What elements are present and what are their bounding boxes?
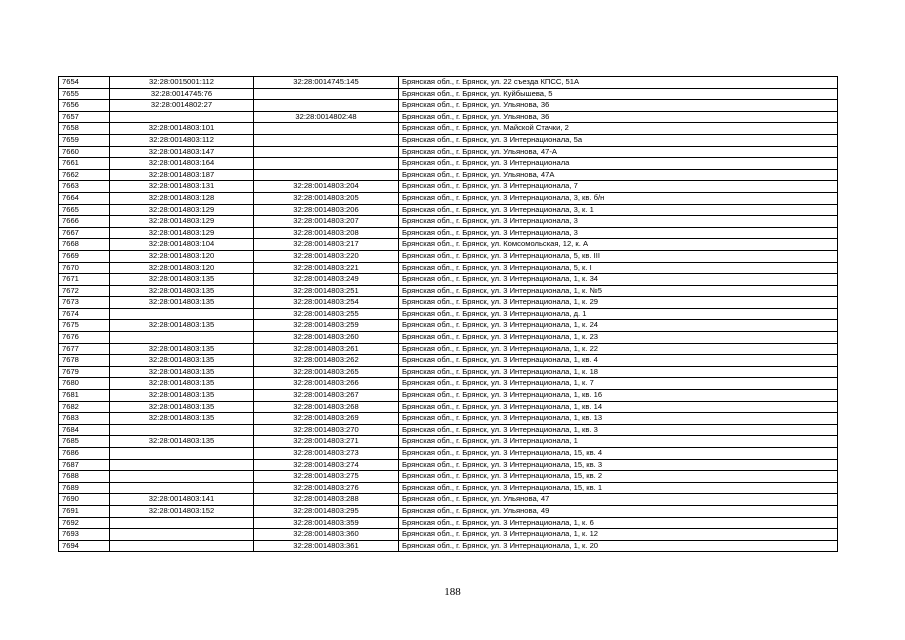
related-cadastral-number-cell: 32:28:0014803:288 [254,494,399,506]
cadastral-number-cell: 32:28:0014803:104 [110,239,254,251]
table-row [59,355,838,367]
row-number-cell: 7667 [59,227,110,239]
table-row [59,482,838,494]
related-cadastral-number-cell: 32:28:0014803:217 [254,239,399,251]
table-row [59,378,838,390]
address-cell: Брянская обл., г. Брянск, ул. 3 Интернационала, 1, к. 22 [399,343,838,355]
related-cadastral-number-cell: 32:28:0014803:274 [254,459,399,471]
table-row [59,239,838,251]
cadastral-number-cell [110,448,254,460]
address-cell: Брянская обл., г. Брянск, ул. 3 Интернационала [399,158,838,170]
row-number-cell: 7674 [59,308,110,320]
table-row [59,401,838,413]
row-number-cell: 7694 [59,540,110,552]
related-cadastral-number-cell [254,158,399,170]
row-number-cell: 7688 [59,471,110,483]
row-number-cell: 7677 [59,343,110,355]
row-number-cell: 7670 [59,262,110,274]
address-cell: Брянская обл., г. Брянск, ул. Ульянова, 49 [399,505,838,517]
table-row [59,448,838,460]
table-row [59,181,838,193]
address-cell: Брянская обл., г. Брянск, ул. 3 Интернационала, 5, к. I [399,262,838,274]
table-row [59,366,838,378]
row-number-cell: 7689 [59,482,110,494]
row-number-cell: 7659 [59,134,110,146]
row-number-cell: 7686 [59,448,110,460]
row-number-cell: 7669 [59,250,110,262]
address-cell: Брянская обл., г. Брянск, ул. Ульянова, 47-А [399,146,838,158]
address-cell: Брянская обл., г. Брянск, ул. Куйбышева, 5 [399,88,838,100]
address-cell: Брянская обл., г. Брянск, ул. 3 Интернационала, д. 1 [399,308,838,320]
row-number-cell: 7666 [59,216,110,228]
row-number-cell: 7678 [59,355,110,367]
related-cadastral-number-cell: 32:28:0014803:359 [254,517,399,529]
address-cell: Брянская обл., г. Брянск, ул. 3 Интернационала, 15, кв. 1 [399,482,838,494]
cadastral-number-cell: 32:28:0014803:164 [110,158,254,170]
address-cell: Брянская обл., г. Брянск, ул. 3 Интернационала, 3, к. 1 [399,204,838,216]
related-cadastral-number-cell: 32:28:0014803:270 [254,424,399,436]
address-cell: Брянская обл., г. Брянск, ул. 3 Интернационала, 15, кв. 2 [399,471,838,483]
row-number-cell: 7685 [59,436,110,448]
table-row [59,111,838,123]
cadastral-number-cell: 32:28:0014803:135 [110,378,254,390]
related-cadastral-number-cell [254,88,399,100]
row-number-cell: 7683 [59,413,110,425]
related-cadastral-number-cell: 32:28:0014803:254 [254,297,399,309]
cadastral-number-cell: 32:28:0014803:120 [110,250,254,262]
cadastral-number-cell [110,482,254,494]
related-cadastral-number-cell: 32:28:0014803:206 [254,204,399,216]
related-cadastral-number-cell: 32:28:0014803:266 [254,378,399,390]
table-row [59,274,838,286]
related-cadastral-number-cell: 32:28:0014803:295 [254,505,399,517]
cadastral-number-cell: 32:28:0014803:135 [110,366,254,378]
row-number-cell: 7665 [59,204,110,216]
row-number-cell: 7693 [59,529,110,541]
cadastral-number-cell: 32:28:0014803:141 [110,494,254,506]
address-cell: Брянская обл., г. Брянск, ул. 3 Интернационала, 1, к. №5 [399,285,838,297]
table-row [59,146,838,158]
related-cadastral-number-cell: 32:28:0014803:265 [254,366,399,378]
address-cell: Брянская обл., г. Брянск, ул. 3 Интернационала, 1, кв. 14 [399,401,838,413]
related-cadastral-number-cell: 32:28:0014803:360 [254,529,399,541]
cadastral-number-cell [110,332,254,344]
table-row [59,285,838,297]
address-cell: Брянская обл., г. Брянск, ул. Ульянова, 47 [399,494,838,506]
cadastral-number-cell: 32:28:0014803:135 [110,343,254,355]
table-row [59,494,838,506]
related-cadastral-number-cell: 32:28:0014803:221 [254,262,399,274]
address-cell: Брянская обл., г. Брянск, ул. 3 Интернационала, 1, к. 29 [399,297,838,309]
table-row [59,308,838,320]
cadastral-number-cell [110,540,254,552]
table-row [59,204,838,216]
row-number-cell: 7680 [59,378,110,390]
row-number-cell: 7660 [59,146,110,158]
address-cell: Брянская обл., г. Брянск, ул. 3 Интернационала, 1, кв. 13 [399,413,838,425]
table-row [59,134,838,146]
row-number-cell: 7671 [59,274,110,286]
cadastral-number-cell: 32:28:0014802:27 [110,100,254,112]
address-cell: Брянская обл., г. Брянск, ул. 3 Интернационала, 1, к. 20 [399,540,838,552]
cadastral-number-cell: 32:28:0014803:129 [110,216,254,228]
row-number-cell: 7675 [59,320,110,332]
table-row [59,262,838,274]
cadastral-number-cell: 32:28:0014803:129 [110,227,254,239]
related-cadastral-number-cell [254,169,399,181]
row-number-cell: 7679 [59,366,110,378]
row-number-cell: 7681 [59,390,110,402]
row-number-cell: 7654 [59,77,110,89]
row-number-cell: 7656 [59,100,110,112]
related-cadastral-number-cell: 32:28:0014803:259 [254,320,399,332]
address-cell: Брянская обл., г. Брянск, ул. 3 Интернационала, 1, к. 12 [399,529,838,541]
address-cell: Брянская обл., г. Брянск, ул. 3 Интернационала, 1, кв. 4 [399,355,838,367]
cadastral-number-cell: 32:28:0014803:147 [110,146,254,158]
cadastral-number-cell: 32:28:0014745:76 [110,88,254,100]
address-cell: Брянская обл., г. Брянск, ул. 3 Интернационала, 3, кв. б/н [399,192,838,204]
related-cadastral-number-cell: 32:28:0014803:267 [254,390,399,402]
row-number-cell: 7663 [59,181,110,193]
cadastral-number-cell: 32:28:0014803:135 [110,436,254,448]
cadastral-number-cell [110,459,254,471]
table-row [59,505,838,517]
table-row [59,424,838,436]
table-row [59,158,838,170]
cadastral-number-cell: 32:28:0014803:128 [110,192,254,204]
row-number-cell: 7657 [59,111,110,123]
address-cell: Брянская обл., г. Брянск, ул. Ульянова, 36 [399,111,838,123]
related-cadastral-number-cell: 32:28:0014802:48 [254,111,399,123]
table-row [59,332,838,344]
cadastral-number-cell [110,517,254,529]
address-cell: Брянская обл., г. Брянск, ул. 3 Интернационала, 15, кв. 4 [399,448,838,460]
related-cadastral-number-cell: 32:28:0014745:145 [254,77,399,89]
related-cadastral-number-cell [254,123,399,135]
related-cadastral-number-cell: 32:28:0014803:249 [254,274,399,286]
table-row [59,250,838,262]
row-number-cell: 7682 [59,401,110,413]
related-cadastral-number-cell: 32:28:0014803:255 [254,308,399,320]
address-cell: Брянская обл., г. Брянск, ул. Комсомольская, 12, к. А [399,239,838,251]
cadastral-number-cell: 32:28:0014803:135 [110,355,254,367]
related-cadastral-number-cell: 32:28:0014803:251 [254,285,399,297]
related-cadastral-number-cell: 32:28:0014803:271 [254,436,399,448]
address-cell: Брянская обл., г. Брянск, ул. 3 Интернационала, 1, к. 18 [399,366,838,378]
related-cadastral-number-cell: 32:28:0014803:220 [254,250,399,262]
table-row [59,540,838,552]
related-cadastral-number-cell: 32:28:0014803:269 [254,413,399,425]
related-cadastral-number-cell [254,100,399,112]
cadastral-number-cell: 32:28:0014803:135 [110,401,254,413]
cadastral-number-cell [110,111,254,123]
address-cell: Брянская обл., г. Брянск, ул. Ульянова, 47А [399,169,838,181]
row-number-cell: 7658 [59,123,110,135]
table-row [59,390,838,402]
table-row [59,297,838,309]
address-cell: Брянская обл., г. Брянск, ул. 3 Интернационала, 1, кв. 16 [399,390,838,402]
address-cell: Брянская обл., г. Брянск, ул. 3 Интернационала, 3 [399,227,838,239]
cadastral-number-cell [110,308,254,320]
cadastral-number-cell: 32:28:0014803:112 [110,134,254,146]
address-cell: Брянская обл., г. Брянск, ул. 3 Интернационала, 1, к. 23 [399,332,838,344]
cadastral-number-cell: 32:28:0015001:112 [110,77,254,89]
row-number-cell: 7690 [59,494,110,506]
address-cell: Брянская обл., г. Брянск, ул. 3 Интернационала, 5а [399,134,838,146]
related-cadastral-number-cell: 32:28:0014803:205 [254,192,399,204]
address-cell: Брянская обл., г. Брянск, ул. 3 Интернационала, 1, кв. 3 [399,424,838,436]
table-row [59,343,838,355]
cadastral-number-cell: 32:28:0014803:152 [110,505,254,517]
table-row [59,436,838,448]
related-cadastral-number-cell: 32:28:0014803:208 [254,227,399,239]
address-cell: Брянская обл., г. Брянск, ул. 3 Интернационала, 7 [399,181,838,193]
cadastral-number-cell [110,529,254,541]
row-number-cell: 7655 [59,88,110,100]
address-cell: Брянская обл., г. Брянск, ул. 3 Интернационала, 5, кв. III [399,250,838,262]
row-number-cell: 7687 [59,459,110,471]
row-number-cell: 7661 [59,158,110,170]
cadastral-number-cell: 32:28:0014803:135 [110,297,254,309]
row-number-cell: 7664 [59,192,110,204]
cadastral-number-cell: 32:28:0014803:131 [110,181,254,193]
table-row [59,169,838,181]
table-row [59,471,838,483]
cadastral-number-cell: 32:28:0014803:135 [110,285,254,297]
table-row [59,413,838,425]
cadastral-number-cell: 32:28:0014803:135 [110,390,254,402]
address-cell: Брянская обл., г. Брянск, ул. 3 Интернационала, 3 [399,216,838,228]
table-row [59,529,838,541]
related-cadastral-number-cell: 32:28:0014803:276 [254,482,399,494]
row-number-cell: 7676 [59,332,110,344]
related-cadastral-number-cell [254,134,399,146]
related-cadastral-number-cell [254,146,399,158]
related-cadastral-number-cell: 32:28:0014803:268 [254,401,399,413]
row-number-cell: 7668 [59,239,110,251]
row-number-cell: 7684 [59,424,110,436]
related-cadastral-number-cell: 32:28:0014803:275 [254,471,399,483]
address-cell: Брянская обл., г. Брянск, ул. 22 съезда КПСС, 51А [399,77,838,89]
address-cell: Брянская обл., г. Брянск, ул. Майской Стачки, 2 [399,123,838,135]
table-row [59,216,838,228]
related-cadastral-number-cell: 32:28:0014803:273 [254,448,399,460]
table-row [59,192,838,204]
table-row [59,88,838,100]
related-cadastral-number-cell: 32:28:0014803:262 [254,355,399,367]
table-row [59,459,838,471]
address-cell: Брянская обл., г. Брянск, ул. 3 Интернационала, 1, к. 34 [399,274,838,286]
table-row [59,100,838,112]
cadastral-number-cell: 32:28:0014803:187 [110,169,254,181]
cadastral-number-cell [110,471,254,483]
address-cell: Брянская обл., г. Брянск, ул. 3 Интернационала, 1 [399,436,838,448]
row-number-cell: 7662 [59,169,110,181]
cadastral-number-cell: 32:28:0014803:129 [110,204,254,216]
address-cell: Брянская обл., г. Брянск, ул. 3 Интернационала, 1, к. 24 [399,320,838,332]
related-cadastral-number-cell: 32:28:0014803:261 [254,343,399,355]
related-cadastral-number-cell: 32:28:0014803:260 [254,332,399,344]
table-row [59,123,838,135]
row-number-cell: 7692 [59,517,110,529]
page-number: 188 [444,586,461,598]
cadastral-number-cell: 32:28:0014803:135 [110,320,254,332]
row-number-cell: 7691 [59,505,110,517]
row-number-cell: 7673 [59,297,110,309]
address-cell: Брянская обл., г. Брянск, ул. 3 Интернационала, 15, кв. 3 [399,459,838,471]
row-number-cell: 7672 [59,285,110,297]
table-row [59,320,838,332]
table-row [59,227,838,239]
register-table-body [59,77,838,552]
cadastral-number-cell: 32:28:0014803:135 [110,274,254,286]
cadastral-number-cell: 32:28:0014803:135 [110,413,254,425]
address-cell: Брянская обл., г. Брянск, ул. Ульянова, 36 [399,100,838,112]
table-row [59,77,838,89]
cadastral-number-cell: 32:28:0014803:120 [110,262,254,274]
cadastral-number-cell: 32:28:0014803:101 [110,123,254,135]
related-cadastral-number-cell: 32:28:0014803:204 [254,181,399,193]
related-cadastral-number-cell: 32:28:0014803:361 [254,540,399,552]
register-table [58,76,838,552]
cadastral-number-cell [110,424,254,436]
related-cadastral-number-cell: 32:28:0014803:207 [254,216,399,228]
address-cell: Брянская обл., г. Брянск, ул. 3 Интернационала, 1, к. 7 [399,378,838,390]
table-row [59,517,838,529]
address-cell: Брянская обл., г. Брянск, ул. 3 Интернационала, 1, к. 6 [399,517,838,529]
